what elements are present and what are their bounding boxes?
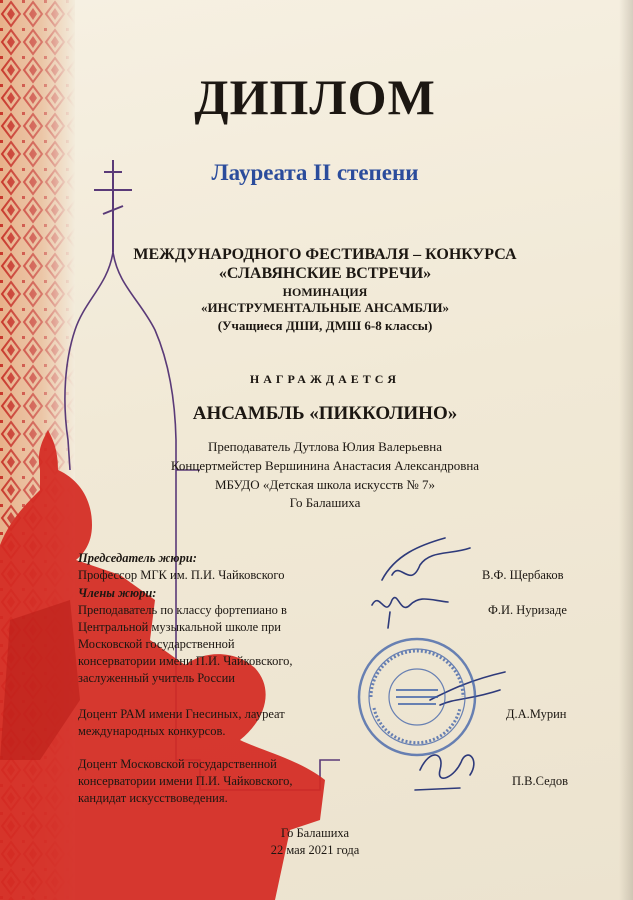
jury-member2-name: Д.А.Мурин	[506, 707, 567, 721]
ensemble-name: АНСАМБЛЬ «ПИККОЛИНО»	[192, 403, 458, 424]
festival-line-1: МЕЖДУНАРОДНОГО ФЕСТИВАЛЯ – КОНКУРСА	[133, 246, 517, 263]
footer-place: Го Балашиха	[280, 826, 350, 840]
awarded-label: НАГРАЖДАЕТСЯ	[249, 372, 401, 386]
footer-date: 22 мая 2021 года	[270, 843, 360, 857]
jury-member3-name: П.В.Седов	[512, 774, 568, 788]
degree-subtitle: Лауреата II степени	[211, 160, 419, 185]
jury-chair-name: В.Ф. Щербаков	[482, 568, 564, 582]
jury-member3-desc-2: консерватории имени П.И. Чайковского,	[78, 774, 293, 788]
signature-chair	[382, 538, 470, 580]
jury-member1-desc-3: Московской государственной	[78, 637, 235, 651]
round-stamp	[356, 636, 478, 758]
jury-member1-desc-1: Преподаватель по классу фортепиано в	[78, 603, 287, 617]
school-line: МБУДО «Детская школа искусств № 7»	[214, 477, 436, 492]
jury-member1-desc-5: заслуженный учитель России	[78, 671, 235, 685]
festival-line-2: «СЛАВЯНСКИЕ ВСТРЕЧИ»	[218, 265, 432, 282]
nomination-group: (Учащиеся ДШИ, ДМШ 6-8 классы)	[217, 318, 433, 333]
jury-member1-name: Ф.И. Нуризаде	[488, 603, 567, 617]
nomination-label: НОМИНАЦИЯ	[282, 285, 368, 299]
teacher-line: Преподаватель Дутлова Юлия Валерьевна	[207, 439, 443, 454]
signature-member1	[372, 598, 448, 628]
diploma-title: ДИПЛОМ	[194, 69, 436, 125]
jury-chair-heading: Председатель жюри:	[78, 551, 197, 565]
jury-member3-desc-3: кандидат искусствоведения.	[78, 791, 228, 805]
accompanist-line: Концертмейстер Вершинина Анастасия Александровна	[170, 458, 480, 473]
jury-member2-desc-1: Доцент РАМ имени Гнесиных, лауреат	[78, 707, 285, 721]
jury-member1-desc-4: консерватории имени П.И. Чайковского,	[78, 654, 293, 668]
jury-member3-desc-1: Доцент Московской государственной	[78, 757, 277, 771]
jury-member2-desc-2: международных конкурсов.	[78, 724, 226, 738]
signature-member3	[415, 755, 474, 790]
jury-member1-desc-2: Центральной музыкальной школе при	[78, 620, 281, 634]
city-line: Го Балашиха	[289, 495, 361, 510]
jury-chair-desc: Профессор МГК им. П.И. Чайковского	[78, 568, 285, 582]
jury-members-heading: Члены жюри:	[78, 586, 157, 600]
nomination-name: «ИНСТРУМЕНТАЛЬНЫЕ АНСАМБЛИ»	[201, 300, 449, 315]
